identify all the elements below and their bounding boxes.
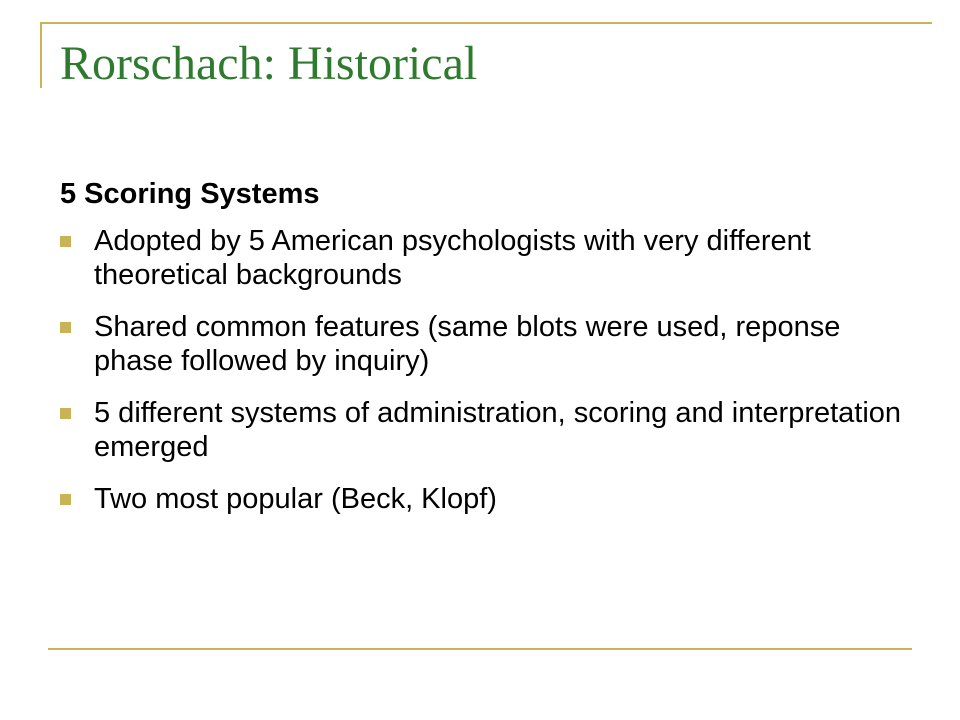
bullet-list bbox=[60, 224, 920, 516]
bullet-item bbox=[60, 482, 920, 516]
bullet-text: Shared common features (same blots were used, reponse phase followed by inquiry) bbox=[94, 311, 841, 377]
subheading: 5 Scoring Systems bbox=[60, 178, 320, 210]
bullet-text: Two most popular (Beck, Klopf) bbox=[94, 483, 497, 515]
square-bullet-icon bbox=[60, 408, 71, 419]
bullet-text: Adopted by 5 American psychologists with very different theoretical backgrounds bbox=[94, 225, 811, 291]
square-bullet-icon bbox=[60, 236, 71, 247]
top-rule-line bbox=[40, 22, 932, 24]
square-bullet-icon bbox=[60, 494, 71, 505]
slide-body bbox=[60, 174, 920, 534]
bullet-item bbox=[60, 310, 920, 378]
bottom-rule-line bbox=[48, 648, 912, 650]
bullet-text: 5 different systems of administration, scoring and interpretation emerged bbox=[94, 397, 902, 463]
bullet-item bbox=[60, 224, 920, 292]
left-rule-line bbox=[40, 22, 42, 88]
slide-title: Rorschach: Historical bbox=[60, 37, 478, 90]
bullet-item bbox=[60, 396, 920, 464]
square-bullet-icon bbox=[60, 322, 71, 333]
